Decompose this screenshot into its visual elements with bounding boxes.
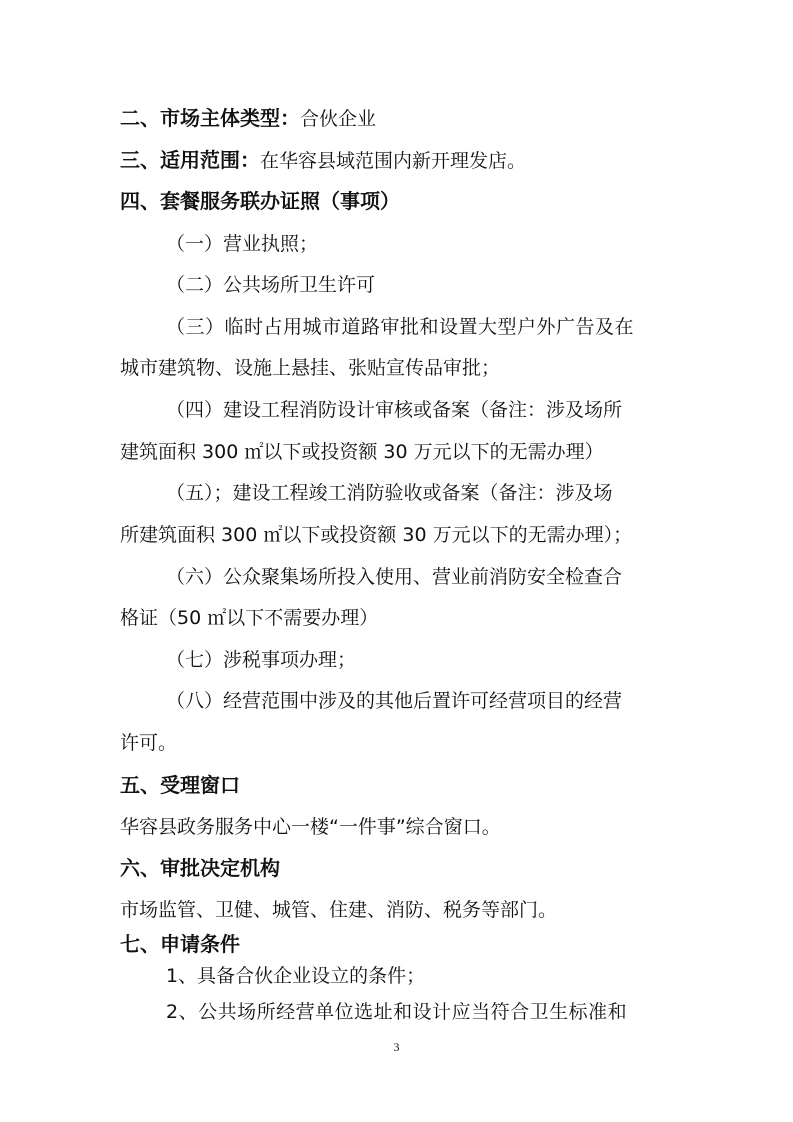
section-scope xyxy=(120,148,526,173)
section-scope-value: 在华容县域范围内新开理发店。 xyxy=(260,150,527,172)
section-window-heading: 五、受理窗口 xyxy=(120,773,240,797)
package-item: （七）涉税事项办理； xyxy=(166,649,357,671)
package-item: （三）临时占用城市道路审批和设置大型户外广告及在 xyxy=(166,316,635,338)
section-conditions-heading: 七、申请条件 xyxy=(120,932,240,956)
page-number: 3 xyxy=(393,1040,400,1054)
package-item-continuation: 许可。 xyxy=(120,732,178,754)
package-item: （六）公众聚集场所投入使用、营业前消防安全检查合 xyxy=(166,566,623,588)
package-item: （四）建设工程消防设计审核或备案（备注：涉及场所 xyxy=(166,399,623,421)
section-window-text: 华容县政务服务中心一楼“一件事”综合窗口。 xyxy=(120,816,501,838)
package-item: （一）营业执照； xyxy=(166,233,319,255)
section-market-type xyxy=(120,106,376,131)
section-market-type-label: 二、市场主体类型： xyxy=(120,106,300,130)
section-package-heading: 四、套餐服务联办证照（事项） xyxy=(120,189,400,213)
package-item: （二）公共场所卫生许可 xyxy=(166,274,376,296)
package-item-continuation: 所建筑面积 300 ㎡以下或投资额 30 万元以下的无需办理）； xyxy=(120,524,633,546)
package-item-continuation: 格证（50 ㎡以下不需要办理） xyxy=(120,607,379,629)
package-item-continuation: 城市建筑物、设施上悬挂、张贴宣传品审批； xyxy=(120,357,501,379)
section-scope-label: 三、适用范围： xyxy=(120,148,260,172)
section-authority-text: 市场监管、卫健、城管、住建、消防、税务等部门。 xyxy=(120,899,558,921)
package-item: （八）经营范围中涉及的其他后置许可经营项目的经营 xyxy=(166,690,623,712)
section-market-type-value: 合伙企业 xyxy=(300,108,377,130)
section-authority-heading: 六、审批决定机构 xyxy=(120,856,280,880)
condition-item: 1、具备合伙企业设立的条件； xyxy=(166,965,426,987)
condition-item: 2、公共场所经营单位选址和设计应当符合卫生标准和 xyxy=(166,1001,628,1023)
package-item: （五）；建设工程竣工消防验收或备案（备注：涉及场 xyxy=(166,482,613,504)
package-item-continuation: 建筑面积 300 ㎡以下或投资额 30 万元以下的无需办理） xyxy=(120,441,604,463)
